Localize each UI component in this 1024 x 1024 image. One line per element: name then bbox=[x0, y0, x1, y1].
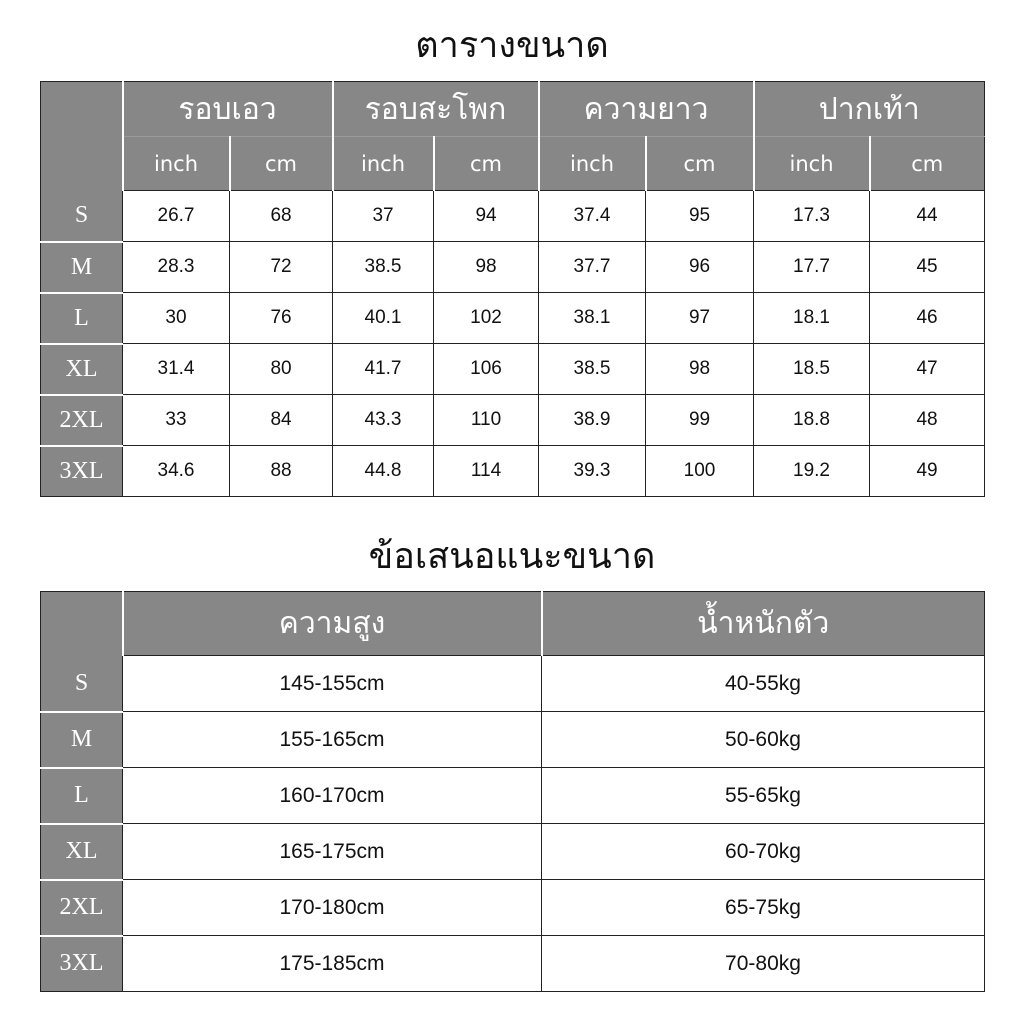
measurement-cell: 43.3 bbox=[333, 395, 434, 446]
measurement-cell: 95 bbox=[646, 191, 754, 242]
weight-range: 50-60kg bbox=[542, 712, 985, 768]
group-header-length: ความยาว bbox=[539, 82, 754, 137]
measurement-cell: 47 bbox=[870, 344, 985, 395]
measurement-cell: 18.1 bbox=[754, 293, 870, 344]
size-label: XL bbox=[41, 824, 123, 880]
measurement-cell: 28.3 bbox=[123, 242, 230, 293]
size-label: 3XL bbox=[41, 936, 123, 992]
table-row bbox=[41, 446, 985, 497]
measurement-cell: 88 bbox=[230, 446, 333, 497]
size-label: 3XL bbox=[41, 446, 123, 497]
group-header-row bbox=[41, 82, 985, 137]
measurement-cell: 33 bbox=[123, 395, 230, 446]
measurement-cell: 44 bbox=[870, 191, 985, 242]
unit-header: inch bbox=[539, 137, 646, 191]
measurement-cell: 100 bbox=[646, 446, 754, 497]
table-row bbox=[41, 293, 985, 344]
size-label: L bbox=[41, 768, 123, 824]
size-label: 2XL bbox=[41, 880, 123, 936]
table-row bbox=[41, 880, 985, 936]
size-label: M bbox=[41, 242, 123, 293]
table-row bbox=[41, 712, 985, 768]
group-header-waist: รอบเอว bbox=[123, 82, 333, 137]
size-chart-table bbox=[40, 81, 985, 497]
measurement-cell: 41.7 bbox=[333, 344, 434, 395]
table-row bbox=[41, 395, 985, 446]
measurement-cell: 38.5 bbox=[539, 344, 646, 395]
measurement-cell: 37 bbox=[333, 191, 434, 242]
table-row bbox=[41, 936, 985, 992]
measurement-cell: 72 bbox=[230, 242, 333, 293]
measurement-cell: 96 bbox=[646, 242, 754, 293]
recommendation-title: ข้อเสนอแนะขนาด bbox=[368, 536, 656, 577]
table-row bbox=[41, 344, 985, 395]
unit-header: inch bbox=[333, 137, 434, 191]
measurement-cell: 26.7 bbox=[123, 191, 230, 242]
height-range: 175-185cm bbox=[123, 936, 542, 992]
measurement-cell: 80 bbox=[230, 344, 333, 395]
table-row bbox=[41, 242, 985, 293]
measurement-cell: 17.3 bbox=[754, 191, 870, 242]
measurement-cell: 48 bbox=[870, 395, 985, 446]
size-chart-title: ตารางขนาด bbox=[415, 25, 609, 66]
measurement-cell: 68 bbox=[230, 191, 333, 242]
corner-cell bbox=[41, 82, 123, 191]
measurement-cell: 46 bbox=[870, 293, 985, 344]
size-label: XL bbox=[41, 344, 123, 395]
measurement-cell: 38.5 bbox=[333, 242, 434, 293]
measurement-cell: 38.9 bbox=[539, 395, 646, 446]
unit-header: cm bbox=[646, 137, 754, 191]
height-range: 160-170cm bbox=[123, 768, 542, 824]
size-chart-body bbox=[41, 191, 985, 497]
height-header: ความสูง bbox=[123, 592, 542, 656]
measurement-cell: 102 bbox=[434, 293, 539, 344]
weight-range: 40-55kg bbox=[542, 656, 985, 712]
size-label: M bbox=[41, 712, 123, 768]
measurement-cell: 98 bbox=[646, 344, 754, 395]
measurement-cell: 45 bbox=[870, 242, 985, 293]
group-header-leg-opening: ปากเท้า bbox=[754, 82, 985, 137]
unit-header: inch bbox=[754, 137, 870, 191]
weight-range: 70-80kg bbox=[542, 936, 985, 992]
table-row bbox=[41, 824, 985, 880]
height-range: 155-165cm bbox=[123, 712, 542, 768]
measurement-cell: 98 bbox=[434, 242, 539, 293]
unit-header: cm bbox=[434, 137, 539, 191]
measurement-cell: 37.4 bbox=[539, 191, 646, 242]
weight-range: 55-65kg bbox=[542, 768, 985, 824]
height-range: 170-180cm bbox=[123, 880, 542, 936]
corner-cell bbox=[41, 592, 123, 656]
measurement-cell: 84 bbox=[230, 395, 333, 446]
height-range: 165-175cm bbox=[123, 824, 542, 880]
measurement-cell: 34.6 bbox=[123, 446, 230, 497]
measurement-cell: 97 bbox=[646, 293, 754, 344]
measurement-cell: 106 bbox=[434, 344, 539, 395]
size-label: L bbox=[41, 293, 123, 344]
measurement-cell: 99 bbox=[646, 395, 754, 446]
measurement-cell: 19.2 bbox=[754, 446, 870, 497]
measurement-cell: 110 bbox=[434, 395, 539, 446]
measurement-cell: 18.5 bbox=[754, 344, 870, 395]
measurement-cell: 40.1 bbox=[333, 293, 434, 344]
measurement-cell: 31.4 bbox=[123, 344, 230, 395]
weight-range: 65-75kg bbox=[542, 880, 985, 936]
weight-header: น้ำหนักตัว bbox=[542, 592, 985, 656]
table-row bbox=[41, 191, 985, 242]
size-label: S bbox=[41, 656, 123, 712]
unit-header-row bbox=[41, 137, 985, 191]
weight-range: 60-70kg bbox=[542, 824, 985, 880]
unit-header: inch bbox=[123, 137, 230, 191]
measurement-cell: 18.8 bbox=[754, 395, 870, 446]
measurement-cell: 38.1 bbox=[539, 293, 646, 344]
measurement-cell: 114 bbox=[434, 446, 539, 497]
measurement-cell: 17.7 bbox=[754, 242, 870, 293]
measurement-cell: 44.8 bbox=[333, 446, 434, 497]
unit-header: cm bbox=[870, 137, 985, 191]
size-label: S bbox=[41, 191, 123, 242]
group-header-hip: รอบสะโพก bbox=[333, 82, 539, 137]
measurement-cell: 94 bbox=[434, 191, 539, 242]
measurement-cell: 30 bbox=[123, 293, 230, 344]
recommendation-body bbox=[41, 656, 985, 992]
table-row bbox=[41, 656, 985, 712]
height-range: 145-155cm bbox=[123, 656, 542, 712]
recommendation-table bbox=[40, 591, 985, 992]
size-label: 2XL bbox=[41, 395, 123, 446]
unit-header: cm bbox=[230, 137, 333, 191]
measurement-cell: 39.3 bbox=[539, 446, 646, 497]
recommendation-header-row bbox=[41, 592, 985, 656]
measurement-cell: 76 bbox=[230, 293, 333, 344]
measurement-cell: 37.7 bbox=[539, 242, 646, 293]
table-row bbox=[41, 768, 985, 824]
measurement-cell: 49 bbox=[870, 446, 985, 497]
